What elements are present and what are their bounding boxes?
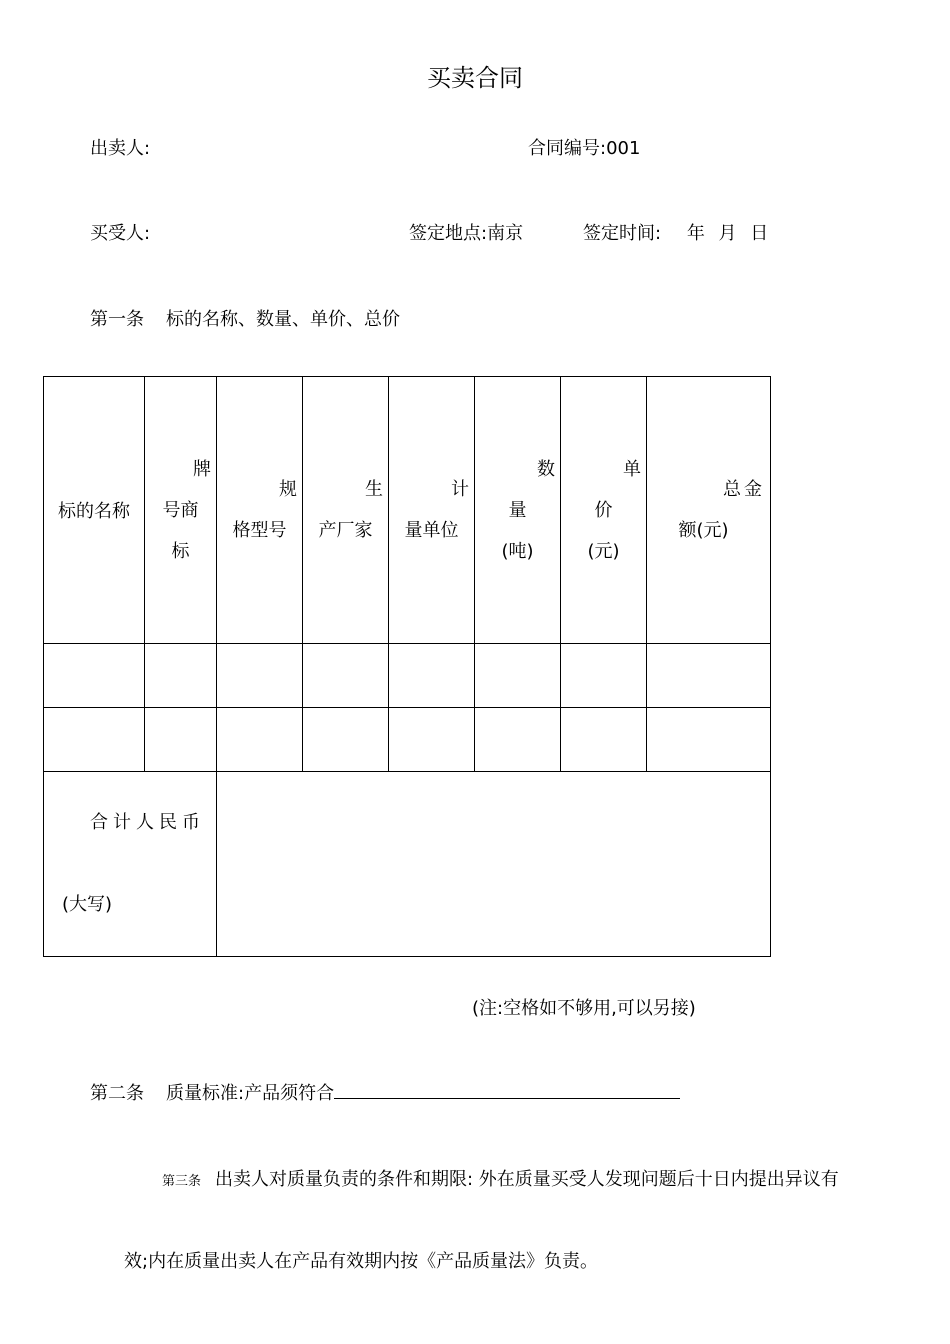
table-cell[interactable] — [303, 708, 389, 772]
table-cell[interactable] — [44, 708, 145, 772]
table-row — [44, 708, 771, 772]
table-cell[interactable] — [303, 644, 389, 708]
signing-year: 年 — [686, 223, 705, 244]
document-title: 买卖合同 — [427, 64, 523, 92]
table-cell[interactable] — [145, 644, 217, 708]
table-note: (注:空格如不够用,可以另接) — [472, 998, 696, 1019]
table-header-row — [44, 377, 771, 644]
signing-time-label: 签定时间: — [583, 223, 662, 244]
table-cell[interactable] — [389, 644, 475, 708]
header-unit-line: 量单位 — [404, 520, 459, 541]
contract-number-label: 合同编号: — [528, 138, 607, 159]
header-unit-price — [561, 377, 647, 644]
article-1 — [90, 305, 400, 331]
contract-number — [528, 134, 640, 160]
header-item-name: 标的名称 — [44, 377, 145, 644]
header-spec-line: 规 — [279, 479, 297, 500]
goods-table — [43, 376, 771, 957]
table-total-row — [44, 772, 771, 957]
article-2-text: 质量标准:产品须符合 — [166, 1083, 335, 1104]
header-spec — [217, 377, 303, 644]
article-2-label: 第二条 — [90, 1083, 144, 1104]
header-brand-line: 标 — [171, 540, 190, 562]
table-cell[interactable] — [217, 708, 303, 772]
header-maker-line: 生 — [365, 479, 383, 500]
header-maker-line: 产厂家 — [318, 520, 373, 541]
header-quantity-line: 量 — [508, 499, 527, 521]
header-quantity-line: (吨) — [501, 540, 534, 562]
table-row — [44, 644, 771, 708]
signing-day: 日 — [750, 223, 769, 244]
header-spec-line: 格型号 — [232, 520, 287, 541]
header-unit — [389, 377, 475, 644]
table-cell[interactable] — [145, 708, 217, 772]
header-unit-price-line: (元) — [587, 540, 620, 562]
header-quantity — [475, 377, 561, 644]
article-1-text: 标的名称、数量、单价、总价 — [166, 309, 400, 330]
article-3-label: 第三条 — [162, 1174, 202, 1189]
header-quantity-line: 数 — [537, 458, 555, 480]
header-total-amount-line: 额(元) — [678, 520, 729, 541]
buyer-label: 买受人: — [90, 223, 151, 244]
header-unit-price-line: 价 — [594, 499, 613, 521]
signing-time — [583, 219, 768, 245]
header-total-amount — [647, 377, 771, 644]
contract-number-value: 001 — [606, 138, 641, 159]
table-cell[interactable] — [44, 644, 145, 708]
total-amount-cell[interactable] — [217, 772, 771, 957]
table-cell[interactable] — [561, 708, 647, 772]
header-brand-line: 号商 — [162, 499, 199, 521]
signing-place — [409, 219, 523, 245]
table-cell[interactable] — [389, 708, 475, 772]
header-maker — [303, 377, 389, 644]
total-label-cell — [44, 772, 217, 957]
header-total-amount-line: 总金 — [723, 479, 765, 500]
table-cell[interactable] — [647, 708, 771, 772]
table-cell[interactable] — [475, 644, 561, 708]
article-2 — [90, 1079, 680, 1105]
table-cell[interactable] — [475, 708, 561, 772]
header-unit-price-line: 单 — [623, 458, 641, 480]
article-1-label: 第一条 — [90, 309, 144, 330]
table-cell[interactable] — [561, 644, 647, 708]
quality-standard-blank[interactable] — [334, 1082, 680, 1099]
article-3-line-2: 效;内在质量出卖人在产品有效期内按《产品质量法》负责。 — [124, 1251, 599, 1272]
table-cell[interactable] — [647, 644, 771, 708]
total-label-rmb: 合计人民币 — [90, 812, 205, 833]
article-3-line-1 — [162, 1165, 839, 1191]
header-unit-line: 计 — [451, 479, 469, 500]
header-brand — [145, 377, 217, 644]
article-3-text-1: 出卖人对质量负责的条件和期限: 外在质量买受人发现问题后十日内提出异议有 — [215, 1169, 839, 1190]
signing-month: 月 — [718, 223, 737, 244]
header-brand-line: 牌 — [193, 458, 211, 480]
total-label-capital: (大写) — [62, 894, 113, 915]
signing-place-label: 签定地点: — [409, 223, 488, 244]
table-cell[interactable] — [217, 644, 303, 708]
signing-place-value: 南京 — [487, 223, 524, 244]
seller-label: 出卖人: — [90, 138, 151, 159]
